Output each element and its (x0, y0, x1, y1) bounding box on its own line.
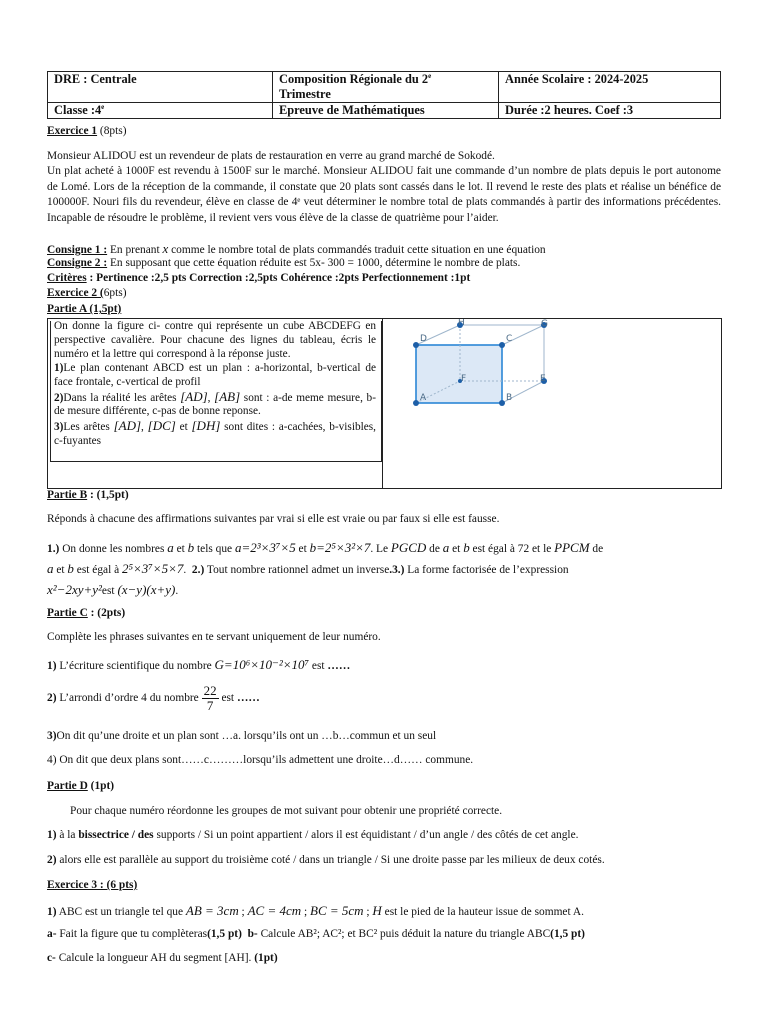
ex3-ab: AB = 3cm (185, 903, 239, 918)
label-B: B (506, 393, 513, 403)
ex1-criteres (47, 271, 721, 286)
partB-q1-a: On donne les nombres (59, 543, 168, 555)
partB-q3-dot: . (175, 585, 179, 597)
partC-q1-est: est (309, 660, 328, 672)
partC-q1-dots: …… (327, 660, 351, 672)
ex3-qa-text: Fait la figure que tu complèteras (56, 928, 208, 940)
dre-cell (48, 72, 273, 103)
partB-q2-num: 2.) (191, 564, 205, 576)
partC-title-text: Partie C (47, 607, 88, 619)
partB-title (47, 488, 721, 503)
ex3-qc-text: Calcule la longueur AH du segment [AH]. (55, 952, 255, 964)
partA-q2-seg2: [AB] (214, 388, 241, 404)
ex3-qb-pts: (1,5 pt) (550, 928, 585, 940)
partC-q2-dots: …… (236, 692, 260, 705)
cube-edges (416, 325, 544, 403)
ex3-qb-text: Calcule AB²; AC²; et BC² puis déduit la nature du triangle ABC (257, 928, 551, 940)
ex3-sep2: ; (301, 906, 310, 918)
partB-intro: Réponds à chacune des affirmations suivantes par vrai si elle est vraie ou par faux si elle est fausse. (47, 513, 500, 525)
composition-sup: e (428, 71, 432, 80)
label-E: E (540, 374, 546, 384)
composition-label: Composition Régionale du 2 (279, 72, 429, 86)
vertex-A (413, 400, 419, 406)
annee-label: Année Scolaire : 2024-2025 (505, 72, 649, 86)
partC-q1-text: L’écriture scientifique du nombre (56, 660, 215, 672)
criteres-text: : Pertinence :2,5 pts Correction :2,5pts Cohérence :2pts Perfectionnement :1pt (86, 272, 471, 284)
ex3-qc (47, 951, 721, 966)
ex3-sep1: ; (238, 906, 248, 918)
partB-var-b2: b (463, 540, 470, 555)
partC-title (47, 606, 721, 621)
partB-expr-b: b=2⁵×3²×7 (309, 540, 371, 555)
label-F: F (461, 374, 467, 384)
vertex-C (499, 342, 505, 348)
partA-q3-comma: , (141, 421, 148, 434)
ex3-q1-b: est le pied de la hauteur issue de sommet A. (381, 906, 584, 918)
partB-le: . Le (370, 543, 391, 555)
ex3-qa-num: a- (47, 928, 57, 940)
partA-text (54, 320, 376, 449)
partA-box (47, 318, 722, 489)
partB-var-a3: a (47, 561, 54, 576)
partA-q3-num: 3) (54, 421, 64, 434)
partD-q1 (47, 828, 721, 843)
fraction-numerator: 22 (203, 683, 217, 698)
ex1-title (47, 124, 721, 139)
fraction-denominator: 7 (206, 698, 214, 713)
partB-et4: et (53, 564, 68, 576)
partB-q3-expr: x²−2xy+y² (47, 582, 102, 597)
partB-expr-c: 2⁵×3⁷×5×7 (122, 561, 184, 576)
partC-q2-num: 2) (47, 692, 57, 705)
partA-intro: On donne la figure ci- contre qui représente un cube ABCDEFG en perspective cavalière. Pour chacune des lignes du tableau, écris le numéro et la lettre qui correspond à la réponse juste. (54, 320, 376, 360)
partA-q1-text: Le plan contenant ABCD est un plan : a-horizontal, b-vertical de face frontale, c-vertical de profil (54, 361, 376, 388)
cube-front-face (416, 345, 502, 403)
partA-q2-num: 2) (54, 391, 64, 404)
partD-q2-num: 2) (47, 854, 57, 866)
partB-var-b3: b (67, 561, 74, 576)
consigne1-label: Consigne 1 : (47, 244, 108, 256)
header-table (47, 71, 721, 119)
partD-q1-bold: bissectrice / des (78, 829, 154, 841)
partB-questions (47, 538, 721, 601)
partC-pts: : (2pts) (87, 607, 126, 619)
ex1-para1: Monsieur ALIDOU est un revendeur de plats de restauration en verre au grand marché de Sokodé. (47, 150, 495, 162)
partB-ppcm: PPCM (554, 540, 590, 555)
partB-de: de (426, 543, 443, 555)
ex1-title-text: Exercice 1 (47, 125, 98, 137)
partB-expr-a: a=2³×3⁷×5 (234, 540, 296, 555)
partD-title (47, 779, 721, 794)
label-C: C (506, 334, 513, 344)
partB-q3-num: .3.) (389, 564, 405, 576)
partC-q2-text: L’arrondi d’ordre 4 du nombre (56, 692, 202, 705)
criteres-label: Critères (47, 272, 87, 284)
annee-cell (499, 72, 721, 103)
partC-q1-expr: G=10⁶×10⁻²×10⁷ (214, 657, 310, 672)
consigne1-text-b: comme le nombre total de plats commandés traduit cette situation en une équation (168, 244, 546, 256)
partB-var-b: b (187, 540, 195, 555)
partA-q3-a: Les arêtes (63, 421, 114, 434)
label-A: A (420, 393, 427, 403)
classe-cell (48, 103, 273, 119)
partB-pgcd: PGCD (390, 540, 427, 555)
partA-q3-seg3: [DH] (191, 418, 221, 434)
partB-dot: . (183, 564, 187, 576)
partA-q1-num: 1) (54, 361, 64, 374)
label-H: H (458, 319, 465, 328)
partD-title-text: Partie D (47, 780, 88, 792)
ex3-bc: BC = 5cm (310, 903, 364, 918)
partC-q2-est: est (218, 692, 237, 705)
duree-label: Durée :2 heures. Coef :3 (505, 103, 634, 117)
classe-label: Classe :4 (54, 103, 102, 117)
partB-q3-text: La forme factorisée de l’expression (404, 564, 569, 576)
ex3-qa-pts: (1,5 pt) (207, 928, 242, 940)
cube-figure (384, 319, 721, 488)
partB-eg72: est égal à 72 et le (469, 543, 555, 555)
vertex-D (413, 342, 419, 348)
partB-q3-est: est (101, 585, 118, 597)
partC-q3-text: On dit qu’une droite et un plan sont …a. lorsqu’ils ont un …b…commun et un seul (56, 730, 437, 742)
ex1-para2: Un plat acheté à 1000F est revendu à 1500F sur le marché. Monsieur ALIDOU fait une commande d’un nombre de plats depuis le port autonome de Lomé. Lors de la réception de la commande, il constate que 20 plats sont cassés dans le lot. Il revend le reste des plats et réalise un bénéfice de 100000F. Nouri fils du revendeur, élève en classe de 4ᵉ veut déterminer le nombre total de plats commandés à partir des informations précédentes. Incapable de résoudre le problème, il revient vers vous élève de la classe de quatrième pour l’aider. (47, 165, 721, 224)
ex2-pts: 6pts) (103, 287, 127, 299)
partB-title-text: Partie B (47, 489, 88, 501)
composition-cell (273, 72, 499, 103)
duree-cell (499, 103, 721, 119)
consigne2-label: Consigne 2 : (47, 257, 108, 269)
partB-q2-text: Tout nombre rationnel admet un inverse (204, 564, 390, 576)
ex3-q1 (47, 902, 721, 920)
partB-tels: tels que (194, 543, 235, 555)
epreuve-label: Epreuve de Mathématiques (279, 103, 425, 117)
partD-q1-b: supports / Si un point appartient / alors il est équidistant / d’un angle / des côtés de cet angle. (153, 829, 579, 841)
ex3-qc-pts: (1pt) (254, 952, 278, 964)
consigne1-var: x (162, 241, 169, 256)
ex3-qc-num: c- (47, 952, 56, 964)
partA-title: Partie A (1,5pt) (47, 303, 122, 315)
partB-var-a2: a (442, 540, 450, 555)
partA-left-cell (48, 319, 383, 488)
partB-pts: : (1,5pt) (87, 489, 129, 501)
partD-q1-num: 1) (47, 829, 57, 841)
ex3-title: Exercice 3 : (6 pts) (47, 879, 138, 891)
partD-q2-text: alors elle est parallèle au support du troisième coté / dans un triangle / Si une droite passe par les milieux de deux cotés. (56, 854, 605, 866)
partC-q2 (47, 684, 721, 713)
ex3-sep3: ; (363, 906, 373, 918)
partB-de2: de (589, 543, 604, 555)
partD-intro: Pour chaque numéro réordonne les groupes de mot suivant pour obtenir une propriété correcte. (70, 805, 503, 817)
partC-fraction (202, 684, 219, 713)
partB-q1-num: 1.) (47, 543, 60, 555)
partC-intro: Complète les phrases suivantes en te servant uniquement de leur numéro. (47, 631, 381, 643)
partA-q2-seg1: [AD] (180, 388, 208, 404)
partB-var-a: a (167, 540, 174, 555)
ex3-q1-num: 1) (47, 906, 57, 918)
partA-q2-b: sont : a-de meme mesure, b-de mesure différente, c-pas de bonne reponse. (54, 391, 376, 418)
partA-q3-seg1: [AD] (113, 418, 142, 434)
partA-q3-b: sont dites : a-cachées, b-visibles, c-fuyantes (54, 421, 376, 448)
label-G: G (541, 319, 548, 329)
ex2-title (47, 286, 721, 301)
partA-q3-et: et (175, 421, 192, 434)
vertex-B (499, 400, 505, 406)
partC-q4: 4) On dit que deux plans sont……c………lorsqu’ils admettent une droite…d…… commune. (47, 754, 474, 766)
ex2-title-text: Exercice 2 ( (47, 287, 104, 299)
partD-pts: (1pt) (87, 780, 115, 792)
classe-sup: e (101, 102, 105, 111)
partB-et: et (173, 543, 188, 555)
partA-q3-seg2: [DC] (147, 418, 176, 434)
ex1-consigne2 (47, 256, 721, 271)
partB-egal: est égal à (73, 564, 122, 576)
consigne1-text-a: En prenant (107, 244, 163, 256)
partB-q3-fact: (x−y)(x+y) (117, 582, 176, 597)
ex1-pts: (8pts) (97, 125, 127, 137)
label-D: D (420, 334, 427, 344)
composition-line2: Trimestre (279, 87, 331, 101)
partA-q2-a: Dans la réalité les arêtes (63, 391, 181, 404)
ex3-qab (47, 927, 721, 942)
cube-figure-cell (384, 319, 721, 488)
partB-et3: et (449, 543, 464, 555)
partA-q2-comma: , (207, 391, 215, 404)
partC-q1-num: 1) (47, 660, 57, 672)
ex3-qb-num: b- (247, 928, 258, 940)
partB-et2: et (295, 543, 310, 555)
epreuve-cell (273, 103, 499, 119)
partC-q3 (47, 729, 721, 744)
partD-q1-a: à la (56, 829, 79, 841)
ex3-ac: AC = 4cm (247, 903, 302, 918)
partC-q1 (47, 656, 721, 674)
consigne2-text: En supposant que cette équation réduite est 5x- 300 = 1000, détermine le nombre de plats. (107, 257, 521, 269)
ex3-h: H (372, 903, 382, 918)
partD-q2 (47, 853, 721, 868)
ex3-q1-a: ABC est un triangle tel que (56, 906, 186, 918)
partC-q3-num: 3) (47, 730, 57, 742)
dre-label: DRE : Centrale (54, 72, 137, 86)
